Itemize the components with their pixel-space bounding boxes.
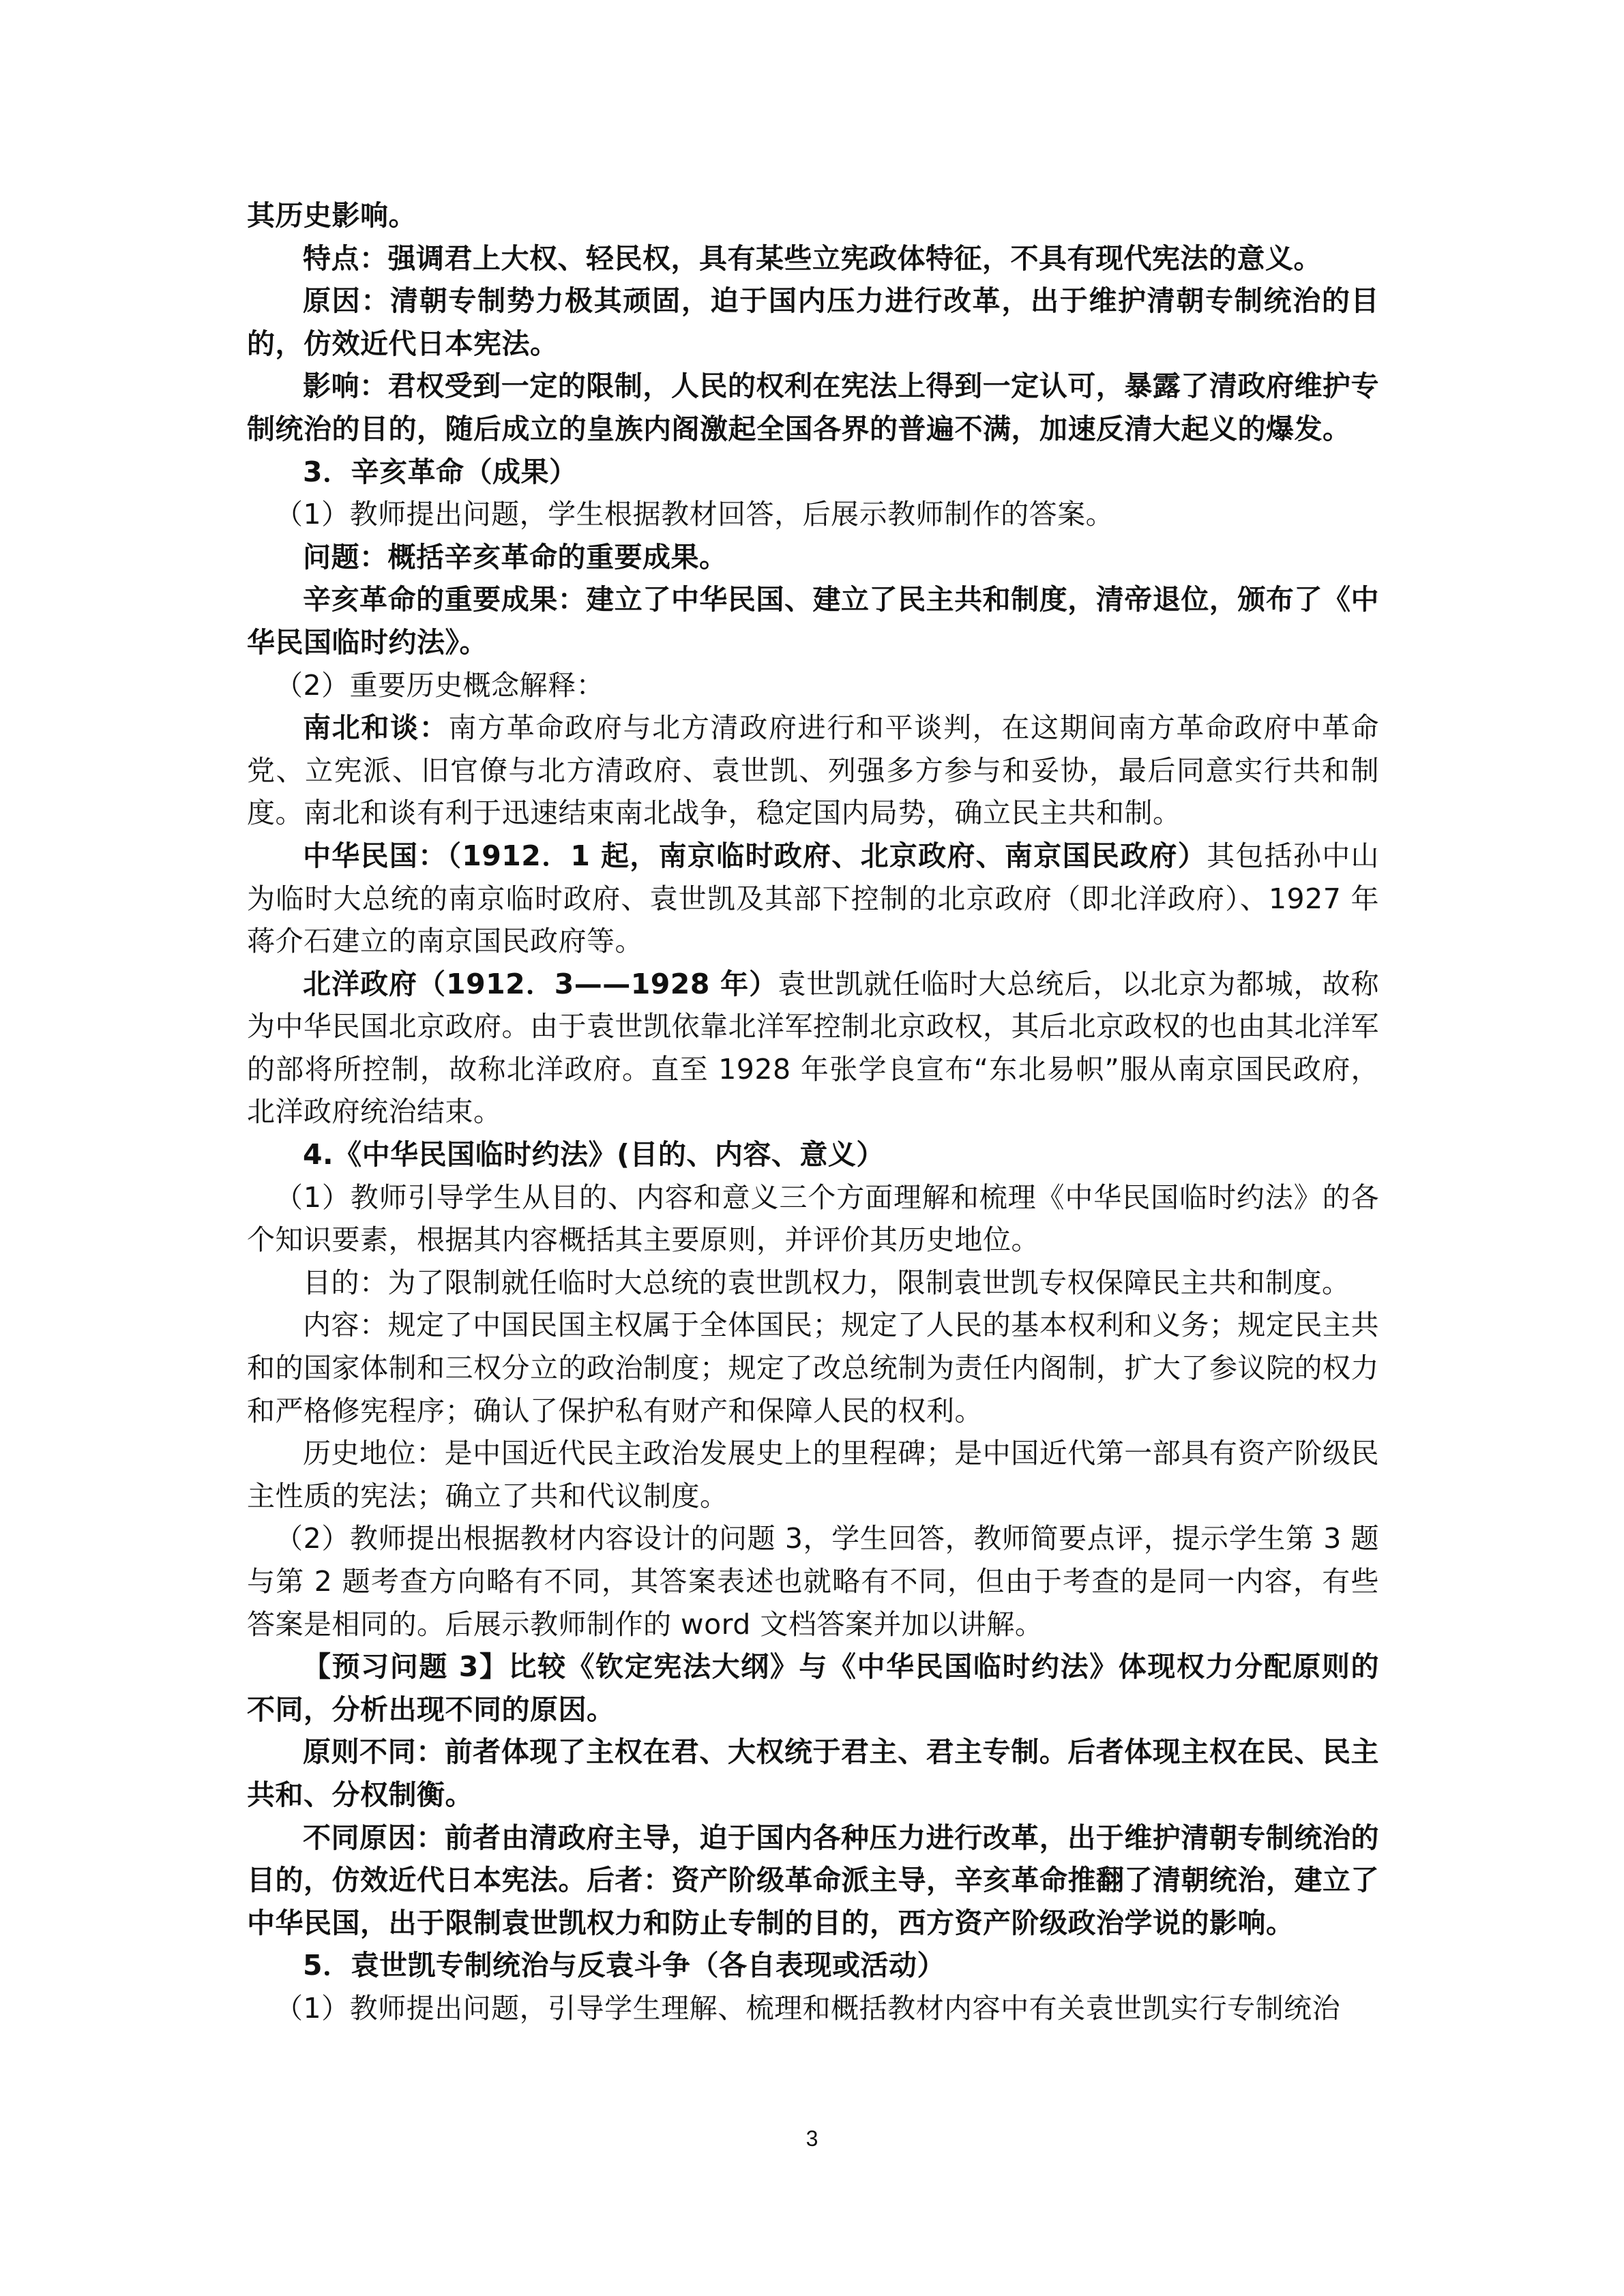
paragraph-6: （1）教师提出问题，学生根据教材回答，后展示教师制作的答案。 [275,498,1114,531]
term-beiyang-zhengfu: 北洋政府（1912．3——1928 年） [303,967,778,1000]
term-zhonghua-minguo: 中华民国：（1912．1 起，南京临时政府、北京政府、南京国民政府） [303,839,1207,872]
paragraph-16: 内容：规定了中国民国主权属于全体国民；规定了人民的基本权利和义务；规定民主共和的国家体制和三权分立的政治制度；规定了改总统制为责任内阁制，扩大了参议院的权力和严格修宪程序；确认了保护私有财产和保障人民的权利。 [247,1309,1379,1427]
question-3: 【预习问题 3】比较《钦定宪法大纲》与《中华民国临时约法》体现权力分配原则的不同，分析出现不同的原因。 [247,1650,1379,1726]
document-body [247,194,1379,2030]
paragraph-18: （2）教师提出根据教材内容设计的问题 3，学生回答，教师简要点评，提示学生第 3 题与第 2 题考查方向略有不同，其答案表述也就略有不同，但由于考查的是同一内容，有些答案是相同的。后展示教师制作的 word 文档答案并加以讲解。 [247,1522,1379,1641]
paragraph-9: （2）重要历史概念解释： [275,668,605,702]
section-heading-3: 3．辛亥革命（成果） [303,455,578,488]
definition-text: 袁世凯就任临时大总统后，以北京为都城，故称为中华民国北京政府。由于袁世凯依靠北洋军控制北京政权，其后北京政权的也由其北洋军的部将所控制，故称北洋政府。直至 1928 年张学良宣布“东北易帜”服从南京国民政府，北洋政府统治结束。 [247,967,1379,1129]
paragraph-17: 历史地位：是中国近代民主政治发展史上的里程碑；是中国近代第一部具有资产阶级民主性质的宪法；确立了共和代议制度。 [247,1437,1379,1512]
paragraph-15: 目的：为了限制就任临时大总统的袁世凯权力，限制袁世凯专权保障民主共和制度。 [303,1266,1350,1299]
section-heading-5: 5．袁世凯专制统治与反袁斗争（各自表现或活动） [303,1949,946,1982]
paragraph-3: 原因：清朝专制势力极其顽固，迫于国内压力进行改革，出于维护清朝专制统治的目的，仿效近代日本宪法。 [247,284,1379,360]
paragraph-14: （1）教师引导学生从目的、内容和意义三个方面理解和梳理《中华民国临时约法》的各个知识要素，根据其内容概括其主要原则，并评价其历史地位。 [247,1180,1379,1257]
page-number: 3 [806,2126,818,2151]
paragraph-21: 不同原因：前者由清政府主导，迫于国内各种压力进行改革，出于维护清朝专制统治的目的，仿效近代日本宪法。后者：资产阶级革命派主导，辛亥革命推翻了清朝统治，建立了中华民国，出于限制袁世凯权力和防止专制的目的，西方资产阶级政治学说的影响。 [247,1821,1379,1939]
paragraph-2: 特点：强调君上大权、轻民权，具有某些立宪政体特征，不具有现代宪法的意义。 [303,241,1322,275]
paragraph-8: 辛亥革命的重要成果：建立了中华民国、建立了民主共和制度，清帝退位，颁布了《中华民国临时约法》。 [247,583,1379,659]
paragraph-11 [247,835,1379,963]
paragraph-4: 影响：君权受到一定的限制，人民的权利在宪法上得到一定认可，暴露了清政府维护专制统治的目的，随后成立的皇族内阁激起全国各界的普遍不满，加速反清大起义的爆发。 [247,370,1379,445]
paragraph-12 [247,963,1379,1133]
paragraph-7: 问题：概括辛亥革命的重要成果。 [303,540,728,573]
paragraph-23: （1）教师提出问题，引导学生理解、梳理和概括教材内容中有关袁世凯实行专制统治 [275,1991,1341,2025]
definition-text: 其包括孙中山为临时大总统的南京临时政府、袁世凯及其部下控制的北京政府（即北洋政府）、1927 年蒋介石建立的南京国民政府等。 [247,839,1380,958]
paragraph-10 [247,706,1379,835]
definition-text: 南方革命政府与北方清政府进行和平谈判，在这期间南方革命政府中革命党、立宪派、旧官僚与北方清政府、袁世凯、列强多方参与和妥协，最后同意实行共和制度。南北和谈有利于迅速结束南北战争，稳定国内局势，确立民主共和制。 [247,711,1380,830]
paragraph-1: 其历史影响。 [247,199,417,232]
term-nanbei-hetan: 南北和谈： [303,711,449,745]
section-heading-4: 4.《中华民国临时约法》(目的、内容、意义） [303,1138,885,1172]
paragraph-20: 原则不同：前者体现了主权在君、大权统于君主、君主专制。后者体现主权在民、民主共和、分权制衡。 [247,1735,1379,1811]
